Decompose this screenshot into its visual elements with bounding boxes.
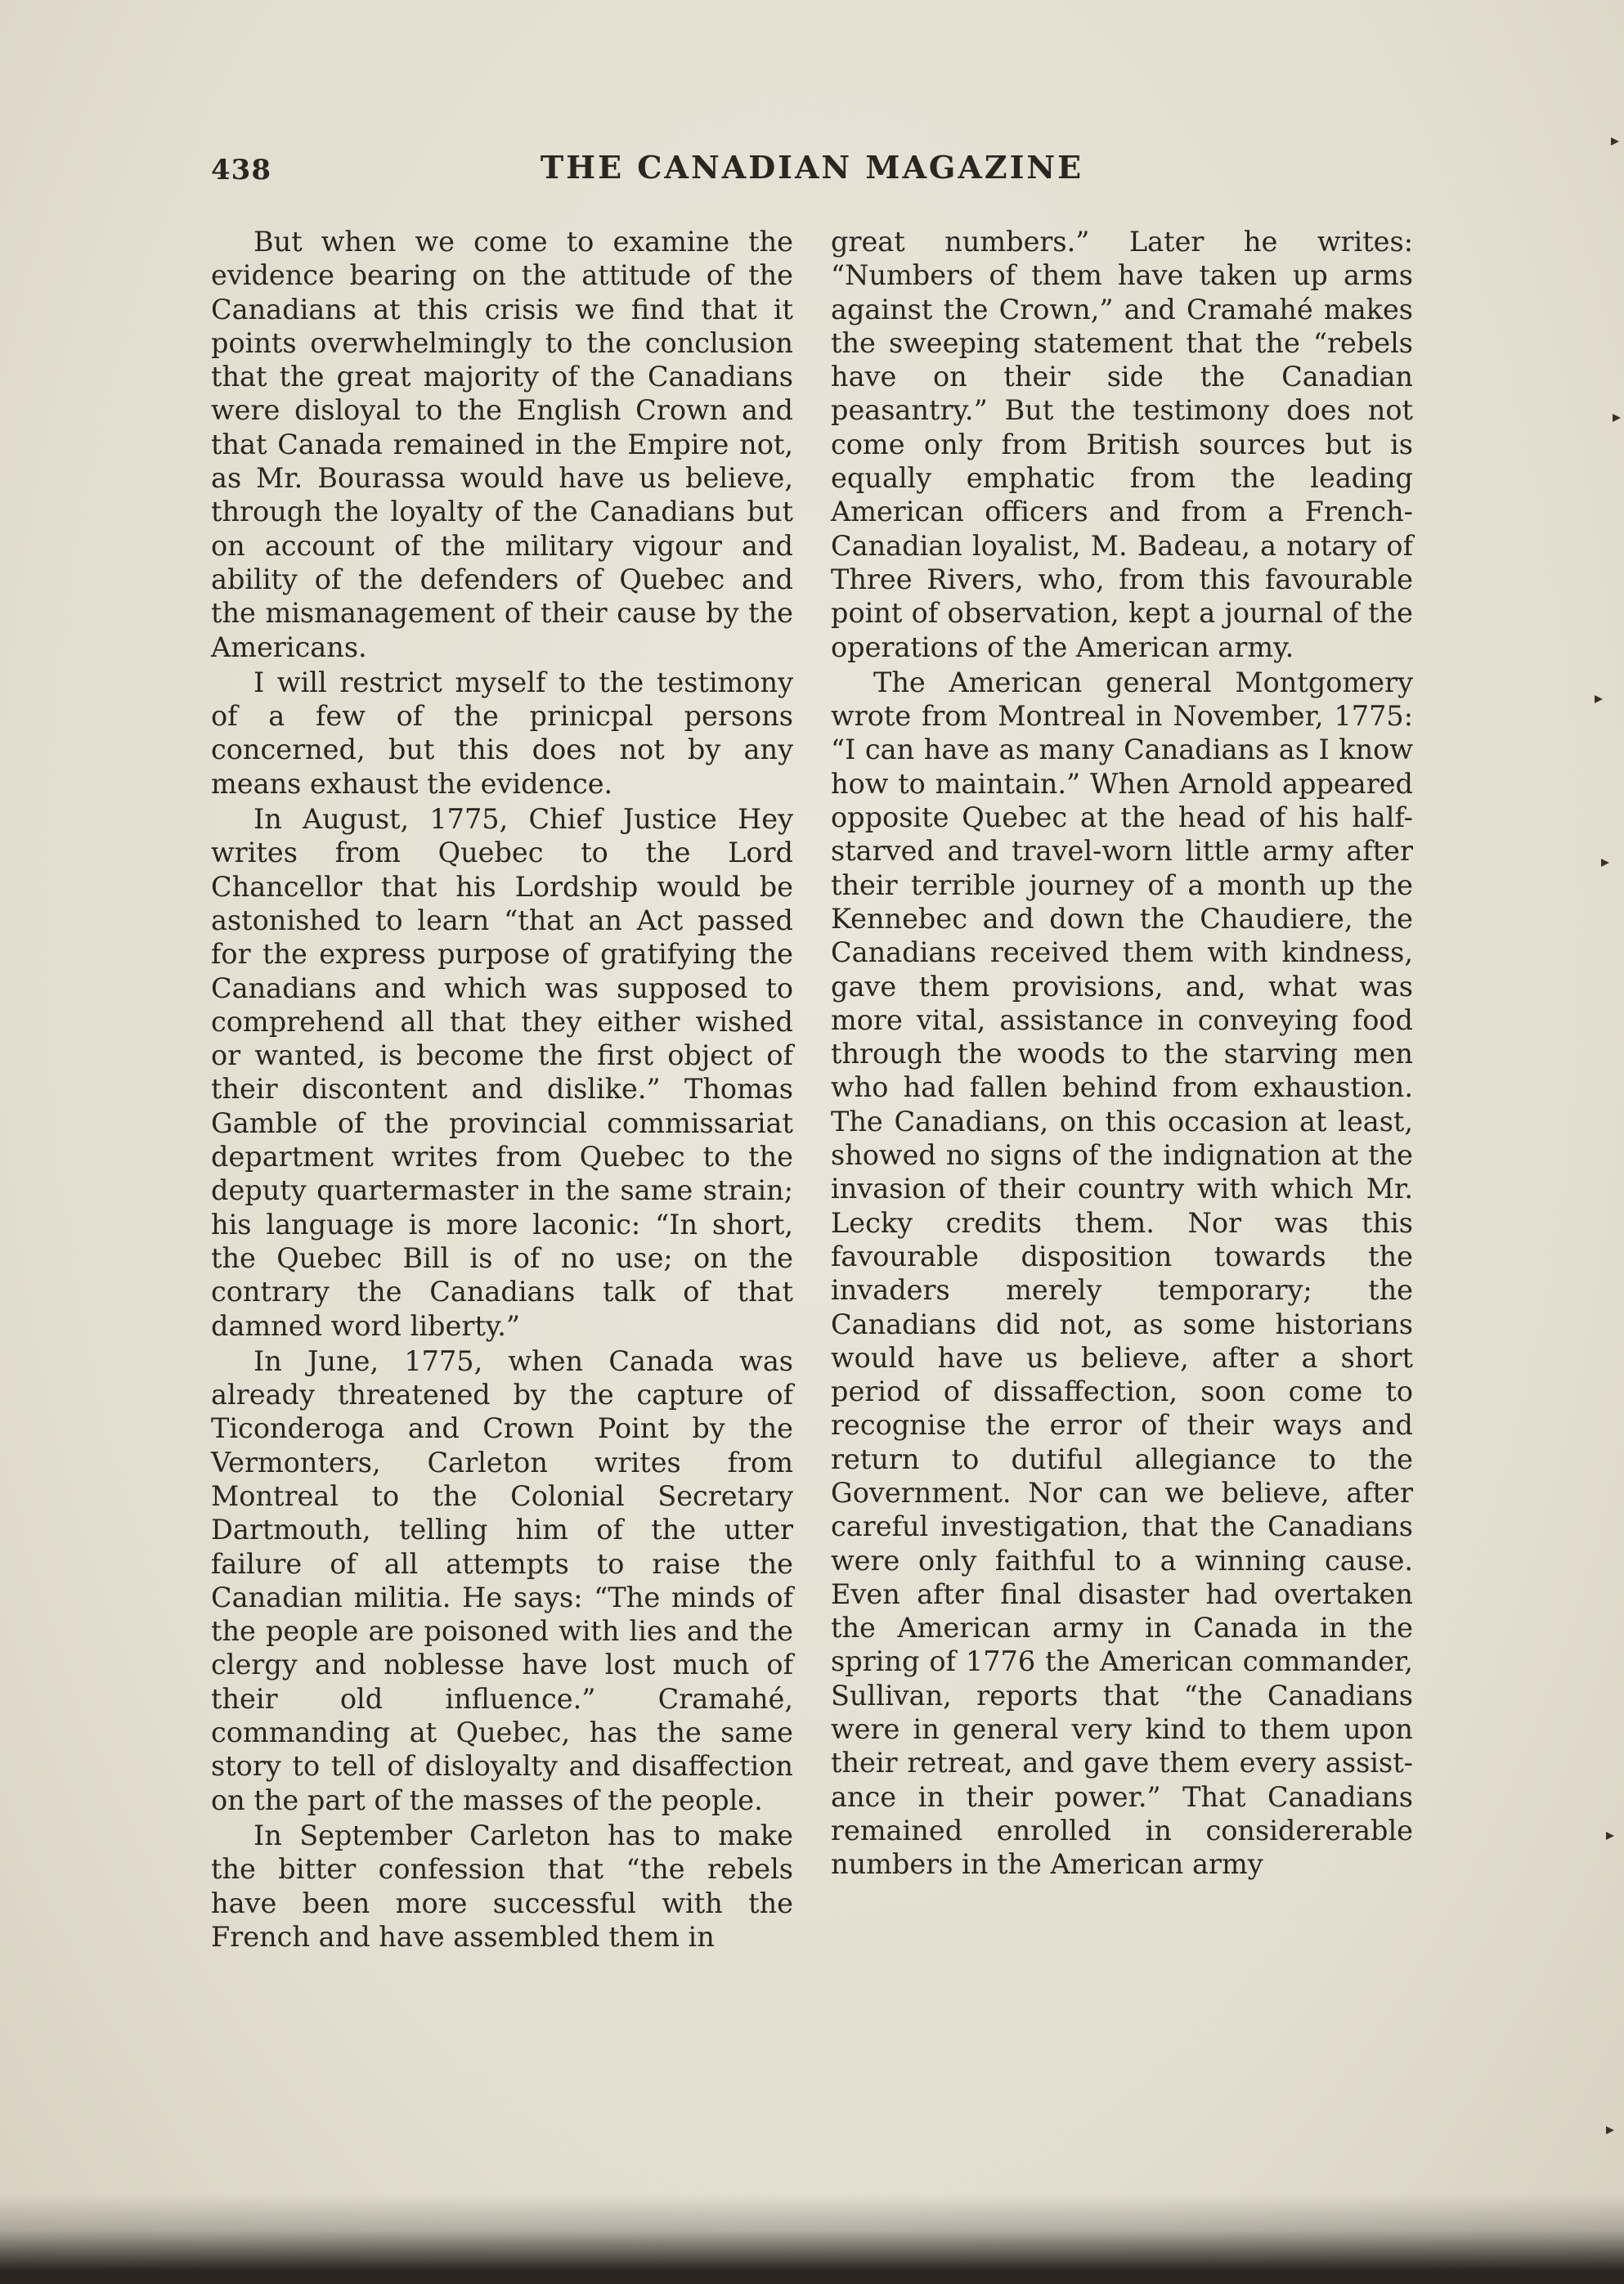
margin-tick [1606,2126,1614,2134]
margin-tick [1601,859,1609,867]
left-column [211,225,793,1954]
margin-tick [1613,414,1621,422]
right-column [831,225,1413,1882]
page-bottom-shadow [0,2194,1624,2284]
page-number: 438 [211,154,271,186]
margin-tick [1606,1832,1614,1840]
magazine-title: THE CANADIAN MAGAZINE [540,149,1084,186]
paragraph: In June, 1775, when Canada was already threatened by the capture of Ticonderoga and Crown Point by the Vermonters, Carleton writes from Montreal to the Colonial Secretary Dartmouth, telling him of the utter failure of all attempts to raise the Canadian militia. He says: “The minds of the people are poisoned with lies and the clergy and noblesse have lost much of their old influence.” Cramahé, commanding at Quebec, has the same story to tell of disloyalty and disaffection on the part of the masses of the people. [211,1344,793,1816]
paragraph: The American general Montgomery wrote from Montreal in November, 1775: “I can have as many Canadians as I know how to maintain.” When Arnold appeared opposite Quebec at the head of his half-starved and travel-worn little army after their terrible journey of a month up the Kennebec and down the Chaudiere, the Canadians received them with kindness, gave them provisions, and, what was more vital, assistance in conveying food through the woods to the starving men who had fallen behind from exhaustion. The Canadians, on this occasion at least, showed no signs of the indignation at the invasion of their country with which Mr. Lecky credits them. Nor was this favourable disposition towards the invaders merely temporary; the Canadians did not, as some historians would have us believe, after a short period of dissaffection, soon come to recognise the error of their ways and return to dutiful allegiance to the Government. Nor can we believe, after careful investigation, that the Canadians were only faithful to a winning cause. Even after final disaster had overtaken the American army in Canada in the spring of 1776 the American commander, Sullivan, reports that “the Canadians were in general very kind to them upon their retreat, and gave them every assistance in their power.” That Canadians remained enrolled in considererable numbers in the American army [831,666,1413,1881]
paragraph: I will restrict myself to the testimony of a few of the prinicpal persons concerned, but this does not by any means exhaust the evidence. [211,666,793,800]
paragraph-continued: great numbers.” Later he writes: “Numbers of them have taken up arms against the Crown,” and Cramahé makes the sweeping statement that the “rebels have on their side the Canadian peasantry.” But the testimony does not come only from British sources but is equally emphatic from the leading American officers and from a French-Canadian loyalist, M. Badeau, a notary of Three Rivers, who, from this favourable point of observation, kept a journal of the operations of the American army. [831,226,1413,663]
running-head [211,149,1413,190]
paragraph: In September Carleton has to make the bitter confession that “the rebels have been more successful with the French and have assembled them in [211,1819,793,1953]
paragraph: But when we come to examine the evidence bearing on the attitude of the Canadians at this crisis we find that it points overwhelmingly to the conclusion that the great majority of the Canadians were disloyal to the English Crown and that Canada remained in the Empire not, as Mr. Bourassa would have us believe, through the loyalty of the Canadians but on account of the military vigour and ability of the defenders of Quebec and the mismanagement of their cause by the Americans. [211,226,793,663]
margin-tick [1595,695,1603,703]
margin-tick [1611,137,1619,146]
paragraph: In August, 1775, Chief Justice Hey writes from Quebec to the Lord Chancellor that his Lordship would be astonished to learn “that an Act passed for the express purpose of gratifying the Canadians and which was supposed to comprehend all that they either wished or wanted, is become the first object of their discontent and dislike.” Thomas Gamble of the provincial commissariat department writes from Quebec to the deputy quartermaster in the same strain; his language is more laconic: “In short, the Quebec Bill is of no use; on the contrary the Canadians talk of that damned word liberty.” [211,803,793,1342]
